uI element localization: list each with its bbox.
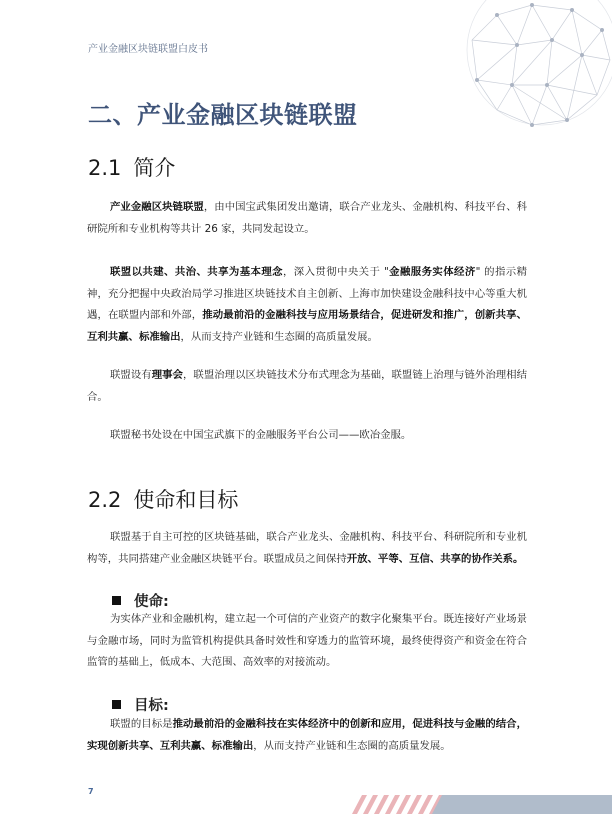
text: ，由中国宝武集团发出邀请，联合产业龙头、金融机构、科技平台、科研院所和专业机构等共计 26 家，共同发起设立。 bbox=[87, 201, 528, 235]
bold-text: 推动最前沿的金融科技在实体经济中的创新和应用，促进科技与金融的结合，实现创新共享、互利共赢、标准输出 bbox=[87, 718, 528, 752]
section-number: 2.1 bbox=[88, 156, 122, 180]
footer-decoration bbox=[352, 795, 612, 814]
text: ，深入贯彻中央关于 " bbox=[282, 266, 389, 278]
subheading-text: 使命: bbox=[134, 594, 169, 610]
section-title: 简介 bbox=[133, 156, 176, 180]
network-sphere-decoration bbox=[462, 0, 612, 135]
paragraph-foundation bbox=[87, 527, 527, 570]
subheading-mission bbox=[112, 590, 169, 611]
subheading-goal bbox=[112, 694, 169, 715]
section-heading-intro bbox=[88, 152, 175, 182]
bold-text: 产业金融区块链联盟 bbox=[110, 201, 204, 213]
section-number: 2.2 bbox=[88, 488, 122, 512]
square-bullet-icon bbox=[112, 596, 121, 605]
paragraph-goal bbox=[87, 714, 527, 757]
chapter-title: 二、产业金融区块链联盟 bbox=[88, 101, 358, 129]
square-bullet-icon bbox=[112, 700, 121, 709]
paragraph-principles bbox=[87, 262, 527, 348]
text: 联盟的目标是 bbox=[110, 718, 173, 730]
bold-text: 联盟以共建、共治、共享为基本理念 bbox=[110, 266, 283, 278]
section-title: 使命和目标 bbox=[133, 488, 239, 512]
bold-text: 金融服务实体经济 bbox=[388, 266, 476, 278]
bold-text: 理事会 bbox=[151, 369, 183, 381]
bold-text: 开放、平等、互信、共享的协作关系。 bbox=[346, 552, 524, 565]
paragraph-mission: 为实体产业和金融机构，建立起一个可信的产业资产的数字化聚集平台。既连接好产业场景与金融市场，同时为监管机构提供具备时效性和穿透力的监管环境，最终使得资产和资金在符合监管的基础上，低成本、大范围、高效率的对接流动。 bbox=[87, 613, 527, 668]
text: " 的指示精神，充分把握中央政治局学习推进区块链技术自主创新、上海市加快建设金融科技中心等重大机遇，在联盟内部和外部， bbox=[87, 266, 527, 321]
page-number: 7 bbox=[88, 787, 94, 796]
text: ，联盟治理以区块链技术分布式理念为基础，联盟链上治理与链外治理相结合。 bbox=[87, 369, 527, 403]
subheading-text: 目标: bbox=[134, 698, 169, 714]
paragraph-secretariat: 联盟秘书处设在中国宝武旗下的金融服务平台公司——欧冶金服。 bbox=[110, 429, 412, 441]
paragraph-intro bbox=[87, 197, 527, 240]
bold-text: 推动最前沿的金融科技与应用场景结合，促进研发和推广，创新共享、互利共赢、标准输出 bbox=[87, 309, 528, 343]
paragraph-governance bbox=[87, 365, 527, 408]
text: 联盟基于自主可控的区块链基础，联合产业龙头、金融机构、科技平台、科研院所和专业机构等，共同搭建产业金融区块链平台。联盟成员之间保持 bbox=[87, 531, 527, 565]
running-header: 产业金融区块链联盟白皮书 bbox=[88, 44, 208, 55]
text: ，从而支持产业链和生态圈的高质量发展。 bbox=[253, 739, 451, 752]
section-heading-mission bbox=[88, 484, 238, 514]
text: ，从而支持产业链和生态圈的高质量发展。 bbox=[180, 330, 378, 343]
text: 联盟设有 bbox=[110, 369, 152, 381]
